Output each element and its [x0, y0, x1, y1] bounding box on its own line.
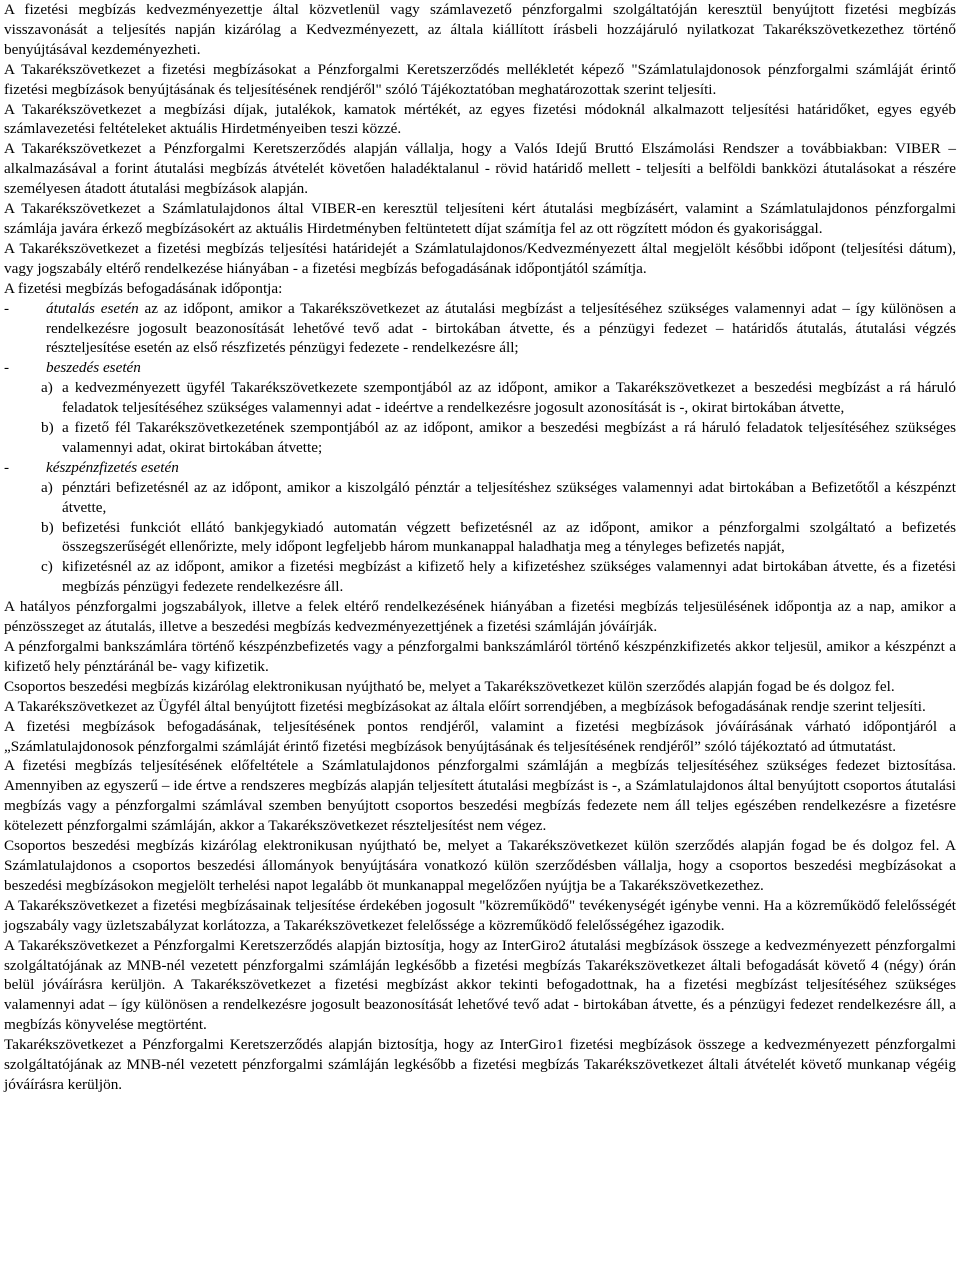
- sub-item: [41, 557, 956, 597]
- sub-item: [41, 418, 956, 458]
- paragraph-acceptance-time-intro: A fizetési megbízás befogadásának időpontja:: [4, 279, 283, 297]
- list-item-collection: [4, 358, 956, 458]
- paragraph-coverage: A fizetési megbízás teljesítésének előfeltétele a Számlatulajdonos pénzforgalmi számláján a megbízás teljesítéséhez szükséges fedezet biztosítása. Amennyiben az egyszerű – ide értve a rendszeres megbízás alapján teljesített átutalási megbízást is -, a Számlatulajdonos által benyújtott csoportos átutalási megbízás vagy a pénzforgalmi számlával szemben benyújtott csoportos beszedési megbízás fedezete nem áll teljes egészében rendelkezésre a fizetésre kötelezett pénzforgalmi számláján, akkor a Takarékszövetkezet részteljesítést nem végez.: [4, 757, 956, 835]
- paragraph-intergiro2: A Takarékszövetkezet a Pénzforgalmi Keretszerződés alapján biztosítja, hogy az InterGiro2 átutalási megbízások összege a kedvezményezett pénzforgalmi szolgáltatójának az MNB-nél vezetett pénzforgalmi számláján legkésőbb a fizetési megbízás Takarékszövetkezet általi befogadását követő 4 (négy) órán belül jóváírásra kerüljön. A Takarékszövetkezet a fizetési megbízást akkor tekinti befogadottnak, ha a fizetési megbízást teljesítéséhez szükséges valamennyi adat – így különösen a rendelkezésre jogosult beazonosítását lehetővé tevő adat - birtokában átvette, és a pénzügyi fedezet rendelkezésre áll, a megbízás könyvelése megtörtént.: [4, 936, 956, 1034]
- paragraph-intermediary: A Takarékszövetkezet a fizetési megbízásainak teljesítése érdekében jogosult "közreműködő" tevékenységét igénybe venni. Ha a közreműködő felelősségét jogszabály vagy üzletszabályzat korlátozza, a Takarékszövetkezet felelőssége a közreműködő felelősségéhez igazodik.: [4, 896, 956, 934]
- sub-item: [41, 478, 956, 518]
- sub-item-text: kifizetésnél az az időpont, amikor a fizetési megbízást a kifizető hely a kifizetéshez szükséges valamennyi adat birtokában átvette, és a fizetési megbízás pénzügyi fedezete rendelkezésre áll.: [62, 558, 956, 596]
- sub-item-text: pénztári befizetésnél az az időpont, amikor a kiszolgáló pénztár a teljesítéshez szükséges valamennyi adat birtokában a Befizetőtől a készpénzt átvette,: [62, 478, 956, 516]
- sub-item: [41, 518, 956, 558]
- paragraph-revocation: A fizetési megbízás kedvezményezettje által közvetlenül vagy számlavezető pénzforgalmi szolgáltatóján keresztül benyújtott fizetési megbízás visszavonását a teljesítés napján kizárólag a Kedvezményezett, az általa kiállított írásbeli hozzájáruló nyilatkozat Takarékszövetkezethez történő benyújtásával kezdeményezheti.: [4, 1, 956, 58]
- sub-item-text: befizetési funkciót ellátó bankjegykiadó automatán végzett befizetésnél az az időpont, amikor a pénzforgalmi szolgáltató a befizetés összegszerűségét ellenőrizte, mely időpont legfeljebb három munkanappal haladhatja meg a tényleges befizetés napját,: [62, 518, 956, 556]
- list-item-cash: [4, 458, 956, 597]
- list-item-first-line: [46, 299, 956, 359]
- list-item-transfer: [4, 299, 956, 359]
- list-item-text: az az időpont, amikor a Takarékszövetkezet az átutalási megbízást a teljesítéséhez szükséges valamennyi adat – így különösen a rendelkezésre jogosult beazonosítását lehetővé tevő adat - birtokában átvette, és a pénzügyi fedezet – határidős átutalás, átutalási végzés részteljesítése esetén az első részfizetés pénzügyi fedezete - rendelkezésre áll;: [46, 299, 957, 357]
- paragraph-execution-rules: A Takarékszövetkezet a fizetési megbízásokat a Pénzforgalmi Keretszerződés mellékletét képező "Számlatulajdonosok pénzforgalmi számláját érintő fizetési megbízások benyújtásának és teljesítésének rendjéről" szóló Tájékoztatóban meghatározottak szerint teljesíti.: [4, 60, 956, 98]
- paragraph-fees-publication: A Takarékszövetkezet a megbízási díjak, jutalékok, kamatok mértékét, az egyes fizetési módoknál alkalmazott teljesítési határidőket, egyes egyéb számlavezetési feltételeket aktuális Hirdetményeiben teszi közzé.: [4, 100, 956, 138]
- list-dash: -: [4, 359, 10, 377]
- paragraph-viber: A Takarékszövetkezet a Pénzforgalmi Keretszerződés alapján vállalja, hogy a Valós Idejű Bruttó Elszámolási Rendszer a továbbiakban: VIBER – alkalmazásával a forint átutalási megbízás átvételét követően haladéktalanul - rövid határidő mellett - teljesíti a belföldi bankközi átutalásokat a részére személyesen átadott átutalási megbízások alapján.: [4, 140, 956, 198]
- sub-item-text: a fizető fél Takarékszövetkezetének szempontjából az az időpont, amikor a beszedési megbízást a rá háruló feladatok teljesítéséhez szükséges valamennyi adat, okirat birtokában átvette;: [62, 419, 956, 456]
- sub-item-letter: b): [41, 518, 54, 536]
- list-dash: -: [4, 458, 10, 476]
- list-dash: -: [4, 299, 10, 317]
- paragraph-intergiro1: Takarékszövetkezet a Pénzforgalmi Keretszerződés alapján biztosítja, hogy az InterGiro1 fizetési megbízások összege a kedvezményezett pénzforgalmi szolgáltatójának az MNB-nél vezetett pénzforgalmi számláján legkésőbb a fizetési megbízás Takarékszövetkezet általi átvételét követő munkanap végéig jóváírásra kerüljön.: [4, 1036, 956, 1093]
- paragraph-group-collection-contract: Csoportos beszedési megbízás kizárólag elektronikusan nyújtható be, melyet a Takarékszövetkezet külön szerződés alapján fogad be és dolgoz fel. A Számlatulajdonos a csoportos beszedési állományok benyújtására vonatkozó külön szerződésben vállalja, hogy a csoportos beszedési megbízásokat a beszedési megbízásokon megjelölt terhelési napot legalább öt munkanappal megelőzően nyújtja be a Takarékszövetkezethez.: [4, 837, 956, 894]
- paragraph-completion-time: A hatályos pénzforgalmi jogszabályok, illetve a felek eltérő rendelkezésének hiányában a fizetési megbízás teljesülésének időpontja az a nap, amikor a pénzösszeget az átutalás, illetve a beszedési megbízás kedvezményezettjének a fizetési számláján jóváírják.: [4, 598, 956, 636]
- paragraph-order: A Takarékszövetkezet az Ügyfél által benyújtott fizetési megbízásokat az általa előírt sorrendjében, a megbízások befogadásának rendje szerint teljesíti.: [4, 697, 926, 715]
- sub-item-text: a kedvezményezett ügyfél Takarékszövetkezete szempontjából az az időpont, amikor a Takarékszövetkezet a beszedési megbízást a rá háruló feladatok teljesítéséhez szükséges valamennyi adat - ideértve a rendelkezésre jogosult azonosítását is -, okirat birtokában átvette,: [62, 379, 956, 417]
- paragraph-deadline: A Takarékszövetkezet a fizetési megbízás teljesítési határidejét a Számlatulajdonos/Kedvezményezett által megjelölt későbbi időpont (teljesítési dátum), vagy jogszabály eltérő rendelkezése hiányában - a fizetési megbízás befogadásának időpontjától számítja.: [4, 239, 956, 277]
- sub-item: [41, 378, 956, 418]
- sub-item-letter: c): [41, 558, 53, 576]
- sub-item-letter: a): [41, 478, 53, 496]
- list-item-term: átutalás esetén: [46, 299, 139, 317]
- paragraph-viber-fees: A Takarékszövetkezet a Számlatulajdonos által VIBER-en keresztül teljesíteni kért átutalási megbízásért, valamint a Számlatulajdonos pénzforgalmi számlája javára érkező megbízásokért az aktuális Hirdetményben feltüntetett díjat számítja fel az ott rögzített módon és gyakorisággal.: [4, 200, 956, 237]
- paragraph-cash-completion: A pénzforgalmi bankszámlára történő készpénzbefizetés vagy a pénzforgalmi bankszámláról történő készpénzkifizetés akkor teljesül, amikor a készpénzt a kifizető hely pénztáránál be- vagy kifizetik.: [4, 638, 956, 675]
- sub-item-letter: a): [41, 379, 53, 397]
- paragraph-guidance: A fizetési megbízások befogadásának, teljesítésének pontos rendjéről, valamint a fizetési megbízások jóváírásának várható időpontjáról a „Számlatulajdonosok pénzforgalmi számláját érintő fizetési megbízások benyújtásának és teljesítésének rendjéről” szóló tájékoztató ad útmutatást.: [4, 717, 956, 755]
- list-item-term: beszedés esetén: [46, 359, 141, 377]
- list-item-term: készpénzfizetés esetén: [46, 458, 179, 476]
- sub-item-letter: b): [41, 419, 54, 437]
- paragraph-group-collection: Csoportos beszedési megbízás kizárólag elektronikusan nyújtható be, melyet a Takarékszövetkezet külön szerződés alapján fogad be és dolgoz fel.: [4, 677, 895, 695]
